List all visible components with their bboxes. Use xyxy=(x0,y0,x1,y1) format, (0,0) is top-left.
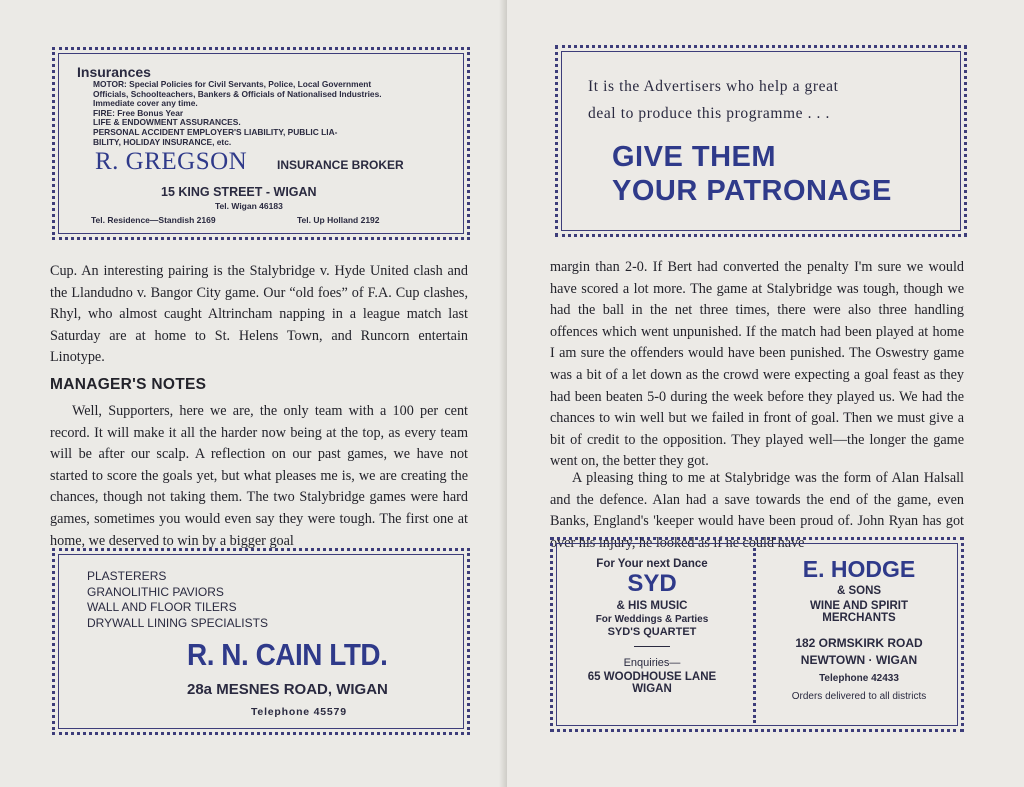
cain-service: GRANOLITHIC PAVIORS xyxy=(87,584,224,599)
cain-service: DRYWALL LINING SPECIALISTS xyxy=(87,615,268,630)
cain-advert xyxy=(52,548,470,735)
syd-address1: 65 WOODHOUSE LANE xyxy=(587,671,717,683)
hodge-sons: & SONS xyxy=(836,585,882,597)
right-page xyxy=(507,0,1024,787)
broker-tel-residence: Tel. Residence—Standish 2169 xyxy=(91,215,216,225)
notes-text: Well, Supporters, here we are, the only team with a 100 per cent record. It will make it all the harder now being at the top, as every team will be after our scalp. A reflection on our past games, we have not started to score the goals yet, but what pleases me is, we are creating the chances, though not taking them. The two Stalybridge games were hard games, sometimes you would even say they were tough. The first one at home, we deserved to win by a bigger goal xyxy=(50,403,468,549)
patronage-advert xyxy=(555,45,967,237)
intro-paragraph xyxy=(50,261,468,369)
right-text2: A pleasing thing to me at Stalybridge was the form of Alan Halsall and the defence. Alan had a save towards the end of the game, even Banks, England's 'keeper would have been proud of. John Ryan has got over his injury, he looked as if he could have xyxy=(550,470,964,551)
syd-address2: WIGAN xyxy=(632,683,672,695)
managers-notes-heading: MANAGER'S NOTES xyxy=(50,376,207,393)
right-paragraph1 xyxy=(550,257,964,473)
hodge-trade1: WINE AND SPIRIT xyxy=(810,600,908,612)
insurance-title: Insurances xyxy=(77,64,151,80)
insurance-details xyxy=(93,80,453,147)
broker-tel-holland: Tel. Up Holland 2192 xyxy=(297,215,380,225)
right-text1: margin than 2-0. If Bert had converted the penalty I'm sure we would have scored a lot more. The game at Stalybridge was tough, though we had the ball in the net three times, there were also three handling offences which went unpunished. If the match had been played at home I am sure the offenders would have been punished. The Oswestry game was a bit of a let down as the crowd were expecting a goal feast as they had been beaten 5-0 during the week before they played us. We had the chances to win well but we failed in front of goal. Then we must give a bit of credit to the opposition. They played well—the longer the game went on, the better they got. xyxy=(550,259,964,470)
syd-rule xyxy=(634,646,670,647)
broker-name: R. GREGSON xyxy=(95,148,248,175)
insurance-line: FIRE: Free Bonus Year xyxy=(93,107,184,118)
broker-role: INSURANCE BROKER xyxy=(277,158,404,172)
syd-line2: & HIS MUSIC xyxy=(616,600,688,612)
syd-line4: SYD'S QUARTET xyxy=(607,626,697,638)
patronage-line1: It is the Advertisers who help a great xyxy=(588,78,839,95)
bottom-adverts xyxy=(550,537,964,732)
patronage-line2: deal to produce this programme . . . xyxy=(588,105,830,122)
insurance-line: Immediate cover any time. xyxy=(93,98,198,109)
broker-tel-wigan: Tel. Wigan 46183 xyxy=(215,201,283,211)
cain-services xyxy=(87,569,268,631)
left-page xyxy=(0,0,505,787)
cain-service: WALL AND FLOOR TILERS xyxy=(87,600,237,614)
insurance-line: BILITY, HOLIDAY INSURANCE, etc. xyxy=(93,136,232,147)
syd-enquiries: Enquiries— xyxy=(623,657,681,669)
ad-divider xyxy=(753,548,756,723)
notes-paragraph xyxy=(50,401,468,552)
syd-line1: For Your next Dance xyxy=(596,558,708,570)
cain-telephone: Telephone 45579 xyxy=(251,706,347,718)
syd-line3: For Weddings & Parties xyxy=(595,614,709,625)
hodge-trade2: MERCHANTS xyxy=(822,612,896,624)
insurance-line: LIFE & ENDOWMENT ASSURANCES. xyxy=(93,117,241,128)
hodge-orders: Orders delivered to all districts xyxy=(791,691,927,702)
patronage-headline2: YOUR PATRONAGE xyxy=(612,175,892,207)
hodge-name: E. HODGE xyxy=(802,556,916,582)
syd-advert xyxy=(557,558,747,695)
patronage-headline1: GIVE THEM xyxy=(612,141,777,173)
hodge-address1: 182 ORMSKIRK ROAD xyxy=(795,636,923,650)
insurance-line: PERSONAL ACCIDENT EMPLOYER'S LIABILITY, PUBLIC LIA- xyxy=(93,126,338,137)
insurance-advert xyxy=(52,47,470,240)
syd-name: SYD xyxy=(627,570,677,597)
hodge-advert xyxy=(761,556,957,702)
hodge-address2: NEWTOWN · WIGAN xyxy=(800,653,918,667)
hodge-telephone: Telephone 42433 xyxy=(819,673,899,684)
insurance-line: MOTOR: Special Policies for Civil Servants, Police, Local Government xyxy=(93,79,372,89)
broker-address: 15 KING STREET - WIGAN xyxy=(161,185,317,199)
insurance-line: Officials, Schoolteachers, Bankers & Officials of Nationalised Industries. xyxy=(93,88,382,99)
cain-name: R. N. CAIN LTD. xyxy=(187,637,388,672)
intro-text: Cup. An interesting pairing is the Stalybridge v. Hyde United clash and the Llandudno v. Bangor City game. Our “old foes” of F.A. Cup clashes, Rhyl, who almost caught Altrincham napping in a league match last Saturday are at home to St. Helens Town, and Runcorn entertain Linotype. xyxy=(50,263,468,366)
cain-address: 28a MESNES ROAD, WIGAN xyxy=(187,681,388,698)
cain-service: PLASTERERS xyxy=(87,569,167,583)
